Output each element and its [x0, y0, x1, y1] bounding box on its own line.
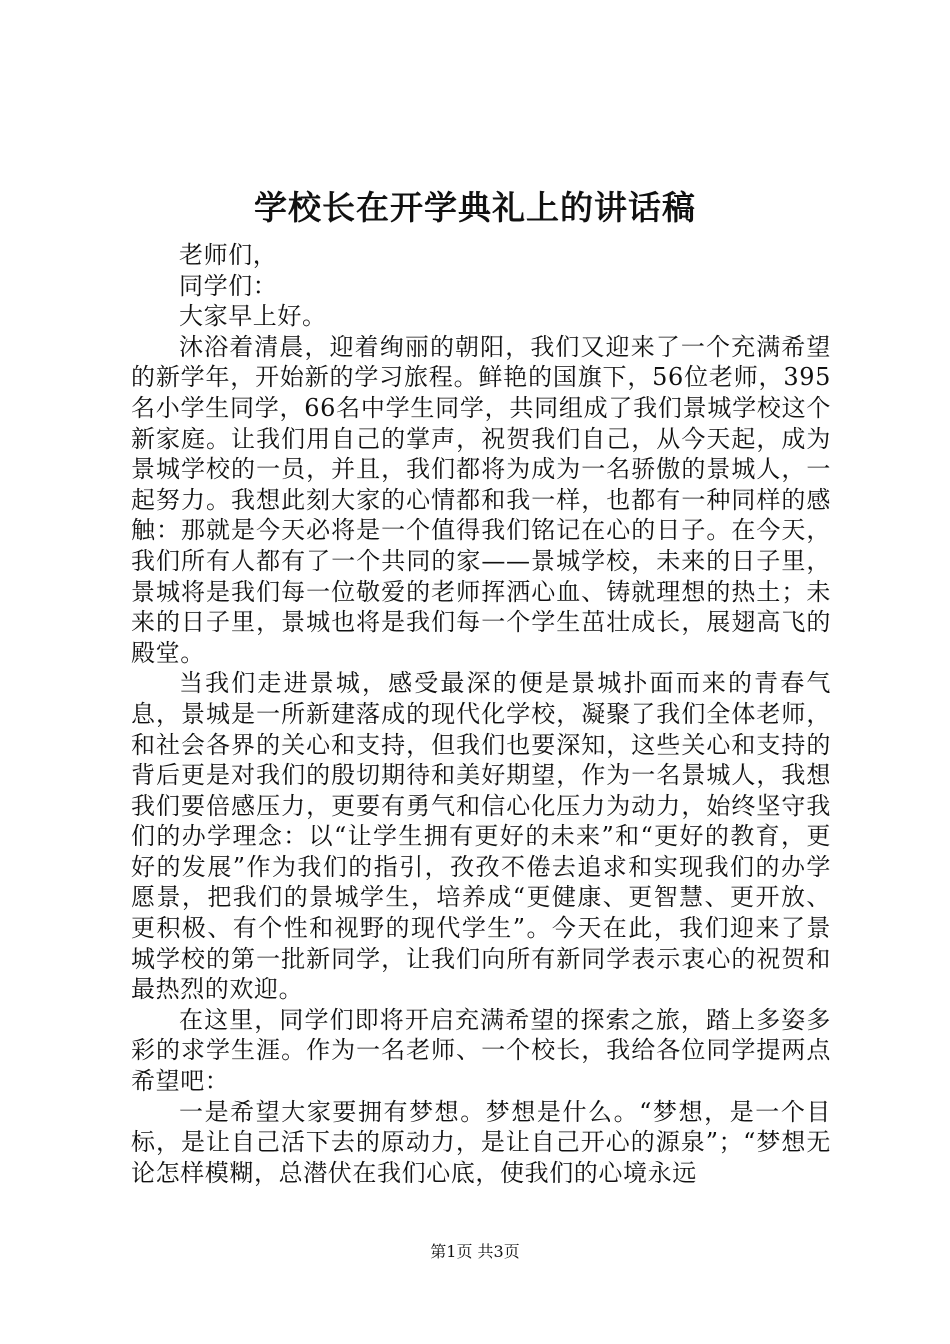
paragraph: 一是希望大家要拥有梦想。梦想是什么。“梦想，是一个目标，是让自己活下去的原动力，是让自己开心的源泉”；“梦想无论怎样模糊，总潜伏在我们心底，使我们的心境永远: [131, 1097, 831, 1187]
paragraph: 沐浴着清晨，迎着绚丽的朝阳，我们又迎来了一个充满希望的新学年，开始新的学习旅程。鲜艳的国旗下，56位老师，395名小学生同学，66名中学生同学，共同组成了我们景城学校这个新家庭。让我们用自己的掌声，祝贺我们自己，从今天起，成为景城学校的一员，并且，我们都将为成为一名骄傲的景城人，一起努力。我想此刻大家的心情都和我一样，也都有一种同样的感触：那就是今天必将是一个值得我们铭记在心的日子。在今天，我们所有人都有了一个共同的家——景城学校，未来的日子里，景城将是我们每一位敬爱的老师挥洒心血、铸就理想的热土；未来的日子里，景城也将是我们每一个学生茁壮成长，展翅高飞的殿堂。: [131, 332, 831, 667]
paragraph: 在这里，同学们即将开启充满希望的探索之旅，踏上多姿多彩的求学生涯。作为一名老师、一个校长，我给各位同学提两点希望吧：: [131, 1005, 831, 1096]
greeting: 大家早上好。: [179, 302, 327, 331]
salutation-students: 同学们：: [179, 271, 278, 300]
document-title: 学校长在开学典礼上的讲话稿: [254, 188, 696, 227]
document-body: [131, 240, 831, 1188]
page-footer: 第1页 共3页: [430, 1242, 520, 1261]
salutation-teachers: 老师们，: [179, 241, 278, 269]
paragraph: 当我们走进景城，感受最深的便是景城扑面而来的青春气息，景城是一所新建落成的现代化学校，凝聚了我们全体老师，和社会各界的关心和支持，但我们也要深知，这些关心和支持的背后更是对我们的殷切期待和美好期望，作为一名景城人，我想我们要倍感压力，更要有勇气和信心化压力为动力，始终坚守我们的办学理念：以“让学生拥有更好的未来”和“更好的教育，更好的发展”作为我们的指引，孜孜不倦去追求和实现我们的办学愿景，把我们的景城学生，培养成“更健康、更智慧、更开放、更积极、有个性和视野的现代学生”。今天在此，我们迎来了景城学校的第一批新同学，让我们向所有新同学表示衷心的祝贺和最热烈的欢迎。: [131, 669, 831, 1004]
